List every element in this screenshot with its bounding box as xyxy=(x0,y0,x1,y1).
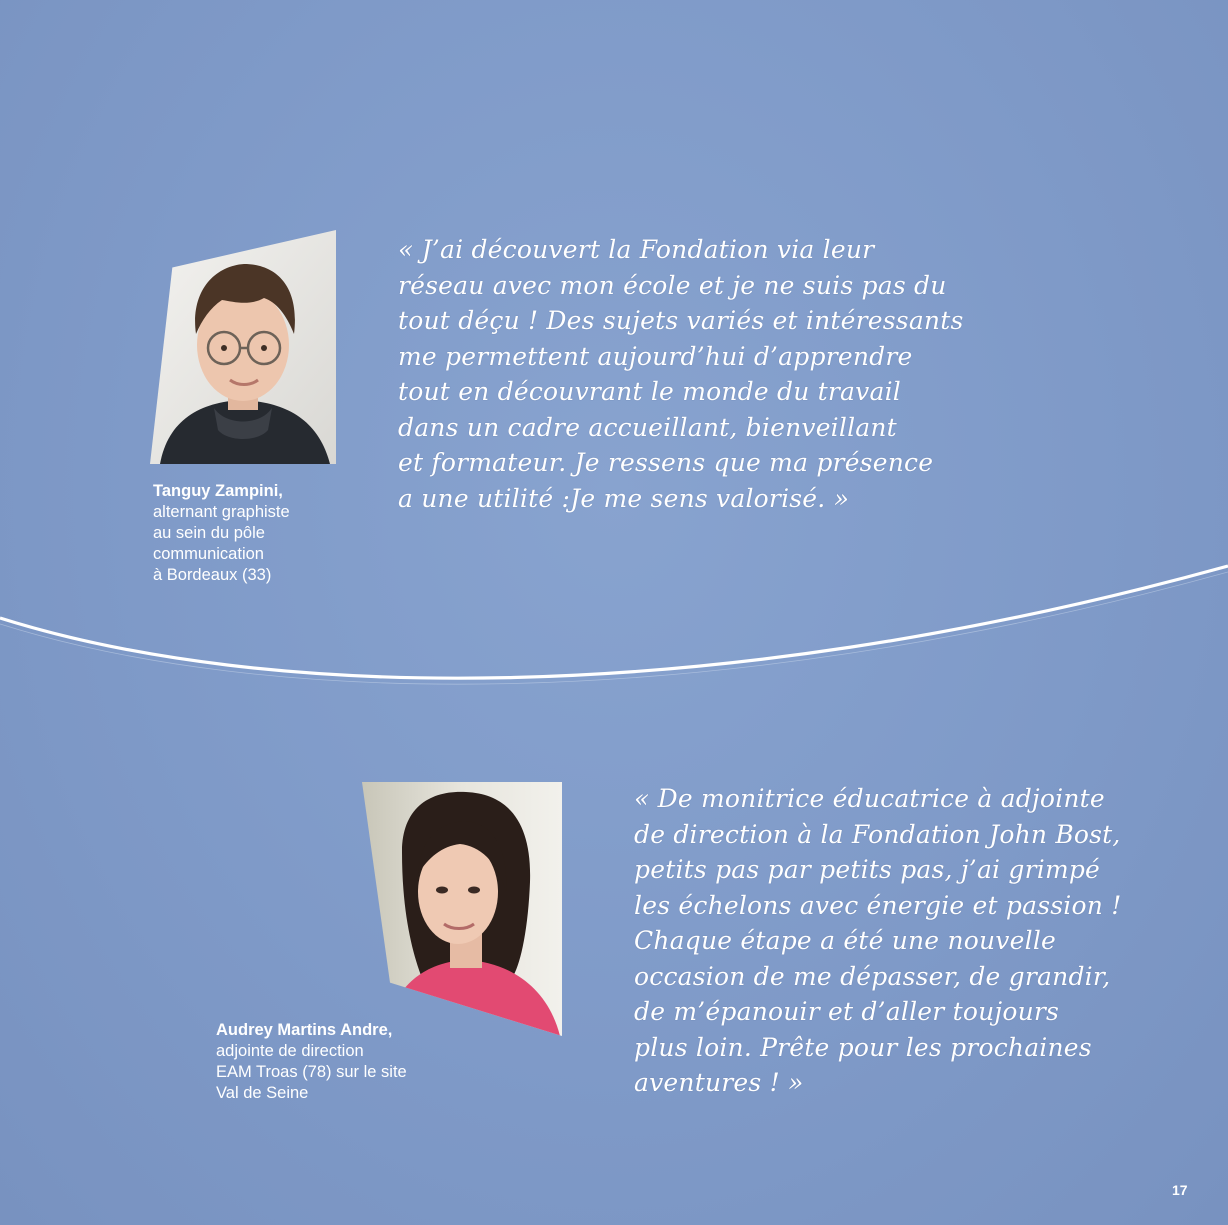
quote-line: « De monitrice éducatrice à adjointe xyxy=(634,784,1105,813)
quote-line: plus loin. Prête pour les prochaines xyxy=(634,1032,1092,1062)
quote-line: Chaque étape a été une nouvelle xyxy=(634,926,1057,955)
quote-line: de m’épanouir et d’aller toujours xyxy=(634,997,1060,1026)
quote-line: tout en découvrant le monde du travail xyxy=(398,377,901,406)
quote-line: de direction à la Fondation John Bost, xyxy=(634,819,1121,849)
page-number: 17 xyxy=(1172,1182,1188,1198)
person-role-line: au sein du pôle xyxy=(153,524,265,542)
person-role-line: adjointe de direction xyxy=(216,1042,364,1060)
quote-line: et formateur. Je ressens que ma présence xyxy=(398,448,934,477)
person-role-line: à Bordeaux (33) xyxy=(153,566,272,584)
quote-line: « J’ai découvert la Fondation via leur xyxy=(398,235,875,264)
person-role-line: EAM Troas (78) sur le site xyxy=(216,1063,407,1081)
quote-audrey xyxy=(634,781,1121,1101)
person-role-line: communication xyxy=(153,545,264,563)
quote-line: tout déçu ! Des sujets variés et intéressants xyxy=(398,306,964,335)
quote-line: occasion de me dépasser, de grandir, xyxy=(634,961,1111,991)
quote-line: dans un cadre accueillant, bienveillant xyxy=(398,412,897,442)
quote-tanguy xyxy=(398,232,964,516)
quote-line: petits pas par petits pas, j’ai grimpé xyxy=(634,855,1101,884)
caption-audrey xyxy=(216,1020,407,1104)
quote-line: les échelons avec énergie et passion ! xyxy=(634,890,1122,920)
quote-line: réseau avec mon école et je ne suis pas du xyxy=(398,270,947,300)
quote-line: a une utilité :Je me sens valorisé. » xyxy=(398,483,850,513)
caption-tanguy xyxy=(153,481,290,586)
quote-line: me permettent aujourd’hui d’apprendre xyxy=(398,341,913,371)
person-role-line: Val de Seine xyxy=(216,1084,309,1102)
person-name: Tanguy Zampini, xyxy=(153,482,283,500)
person-name: Audrey Martins Andre, xyxy=(216,1021,393,1039)
quote-line: aventures ! » xyxy=(634,1068,804,1097)
person-role-line: alternant graphiste xyxy=(153,503,290,521)
